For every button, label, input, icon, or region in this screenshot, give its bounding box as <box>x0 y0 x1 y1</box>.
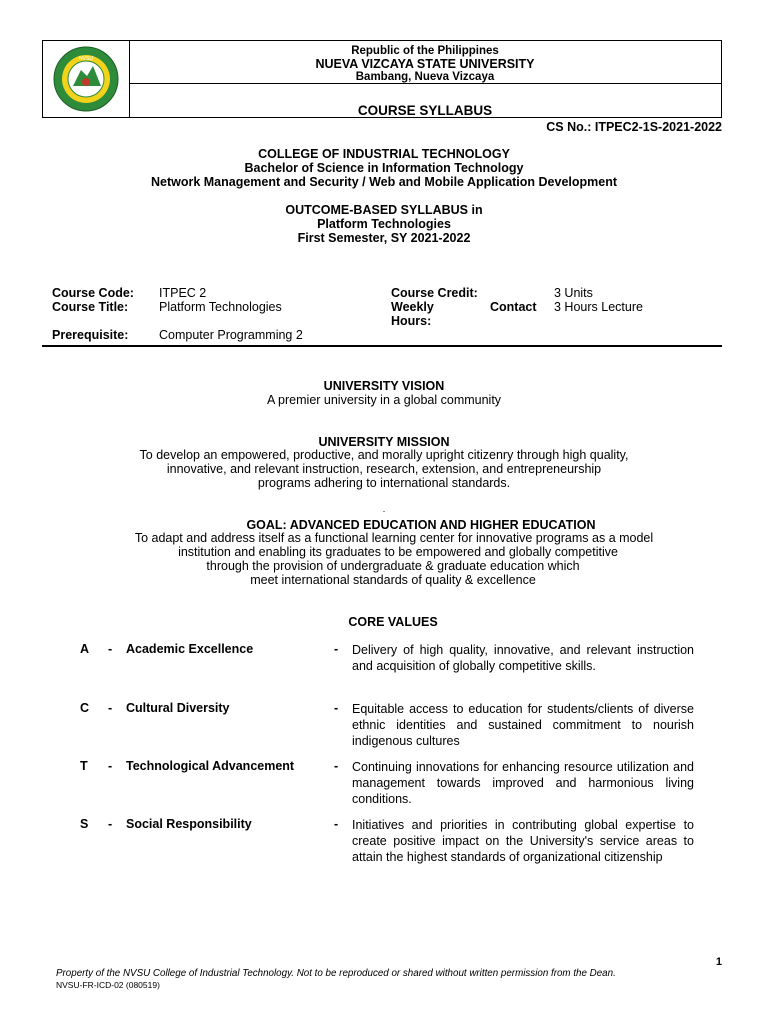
core-value-name: Technological Advancement <box>126 759 295 773</box>
page-number: 1 <box>715 956 722 968</box>
header-box <box>42 40 722 118</box>
core-value-dash: - <box>108 642 113 656</box>
core-value-separator: - <box>334 759 339 773</box>
contact-label: Contact <box>490 300 537 314</box>
stray-dot: . <box>382 504 386 514</box>
info-divider <box>42 345 722 347</box>
weekly-label: Weekly <box>391 300 434 314</box>
goal-line: institution and enabling its graduates to be empowered and globally competitive <box>178 545 618 559</box>
core-value-dash: - <box>108 759 113 773</box>
svg-text:NVSU: NVSU <box>79 56 93 62</box>
weekly-hours-value: 3 Hours Lecture <box>554 300 643 314</box>
university-name: NUEVA VIZCAYA STATE UNIVERSITY <box>315 57 535 71</box>
goal-line: To adapt and address itself as a functional learning center for innovative programs as a model <box>134 531 654 545</box>
core-value-dash: - <box>108 701 113 715</box>
obs-semester: First Semester, SY 2021-2022 <box>297 231 471 245</box>
university-seal-icon <box>51 46 121 112</box>
core-value-name: Cultural Diversity <box>126 701 230 715</box>
core-value-letter: C <box>80 701 90 715</box>
college-name: COLLEGE OF INDUSTRIAL TECHNOLOGY <box>258 147 510 161</box>
goal-line: through the provision of undergraduate & graduate education which <box>206 559 580 573</box>
goal-heading: GOAL: ADVANCED EDUCATION AND HIGHER EDUCATION <box>246 518 596 532</box>
cs-number: CS No.: ITPEC2-1S-2021-2022 <box>546 120 722 134</box>
core-value-name: Social Responsibility <box>126 817 252 831</box>
core-value-letter: T <box>80 759 88 773</box>
document-title: COURSE SYLLABUS <box>357 103 493 118</box>
obs-line1: OUTCOME-BASED SYLLABUS in <box>285 203 483 217</box>
core-value-description: Initiatives and priorities in contributing global expertise to create positive impact on the University's service areas to attain the highest standards of organizational citizenship <box>352 818 694 864</box>
course-credit-value: 3 Units <box>554 286 593 300</box>
core-value-separator: - <box>334 701 339 715</box>
course-code-value: ITPEC 2 <box>159 286 207 300</box>
program-name: Bachelor of Science in Information Technology <box>244 161 524 175</box>
logo-cell <box>43 41 130 117</box>
mission-line: programs adhering to international standards. <box>257 476 511 490</box>
course-code-label: Course Code: <box>52 286 134 300</box>
core-value-letter: A <box>80 642 90 656</box>
prerequisite-value: Computer Programming 2 <box>159 328 303 342</box>
mission-line: To develop an empowered, productive, and morally upright citizenry through high quality, <box>139 448 629 462</box>
property-notice: Property of the NVSU College of Industrial Technology. Not to be reproduced or shared without written permission from the Dean. <box>56 968 616 979</box>
obs-course: Platform Technologies <box>317 217 451 231</box>
republic-line: Republic of the Philippines <box>351 45 499 57</box>
core-value-name: Academic Excellence <box>126 642 254 656</box>
university-location: Bambang, Nueva Vizcaya <box>355 71 495 83</box>
prerequisite-label: Prerequisite: <box>52 328 129 342</box>
hours-label: Hours: <box>391 314 432 328</box>
vision-heading: UNIVERSITY VISION <box>323 379 445 393</box>
core-values-heading: CORE VALUES <box>348 615 438 629</box>
core-value-description: Continuing innovations for enhancing resource utilization and management towards improved and harmonious living conditions. <box>352 760 694 806</box>
majors: Network Management and Security / Web and Mobile Application Development <box>150 175 618 189</box>
vision-text: A premier university in a global community <box>266 393 502 407</box>
course-title-value: Platform Technologies <box>159 300 282 314</box>
core-value-description: Delivery of high quality, innovative, and relevant instruction and acquisition of globally competitive skills. <box>352 643 694 673</box>
course-credit-label: Course Credit: <box>391 286 478 300</box>
form-code: NVSU-FR-ICD-02 (080519) <box>56 980 160 990</box>
core-value-separator: - <box>334 642 339 656</box>
core-value-separator: - <box>334 817 339 831</box>
goal-line: meet international standards of quality & excellence <box>250 573 536 587</box>
core-value-description: Equitable access to education for students/clients of diverse ethnic identities and sustained commitment to nourish indigenous cultures <box>352 702 694 748</box>
mission-line: innovative, and relevant instruction, research, extension, and entrepreneurship <box>166 462 602 476</box>
mission-heading: UNIVERSITY MISSION <box>318 435 450 449</box>
core-value-letter: S <box>80 817 89 831</box>
course-title-label: Course Title: <box>52 300 129 314</box>
core-value-dash: - <box>108 817 113 831</box>
